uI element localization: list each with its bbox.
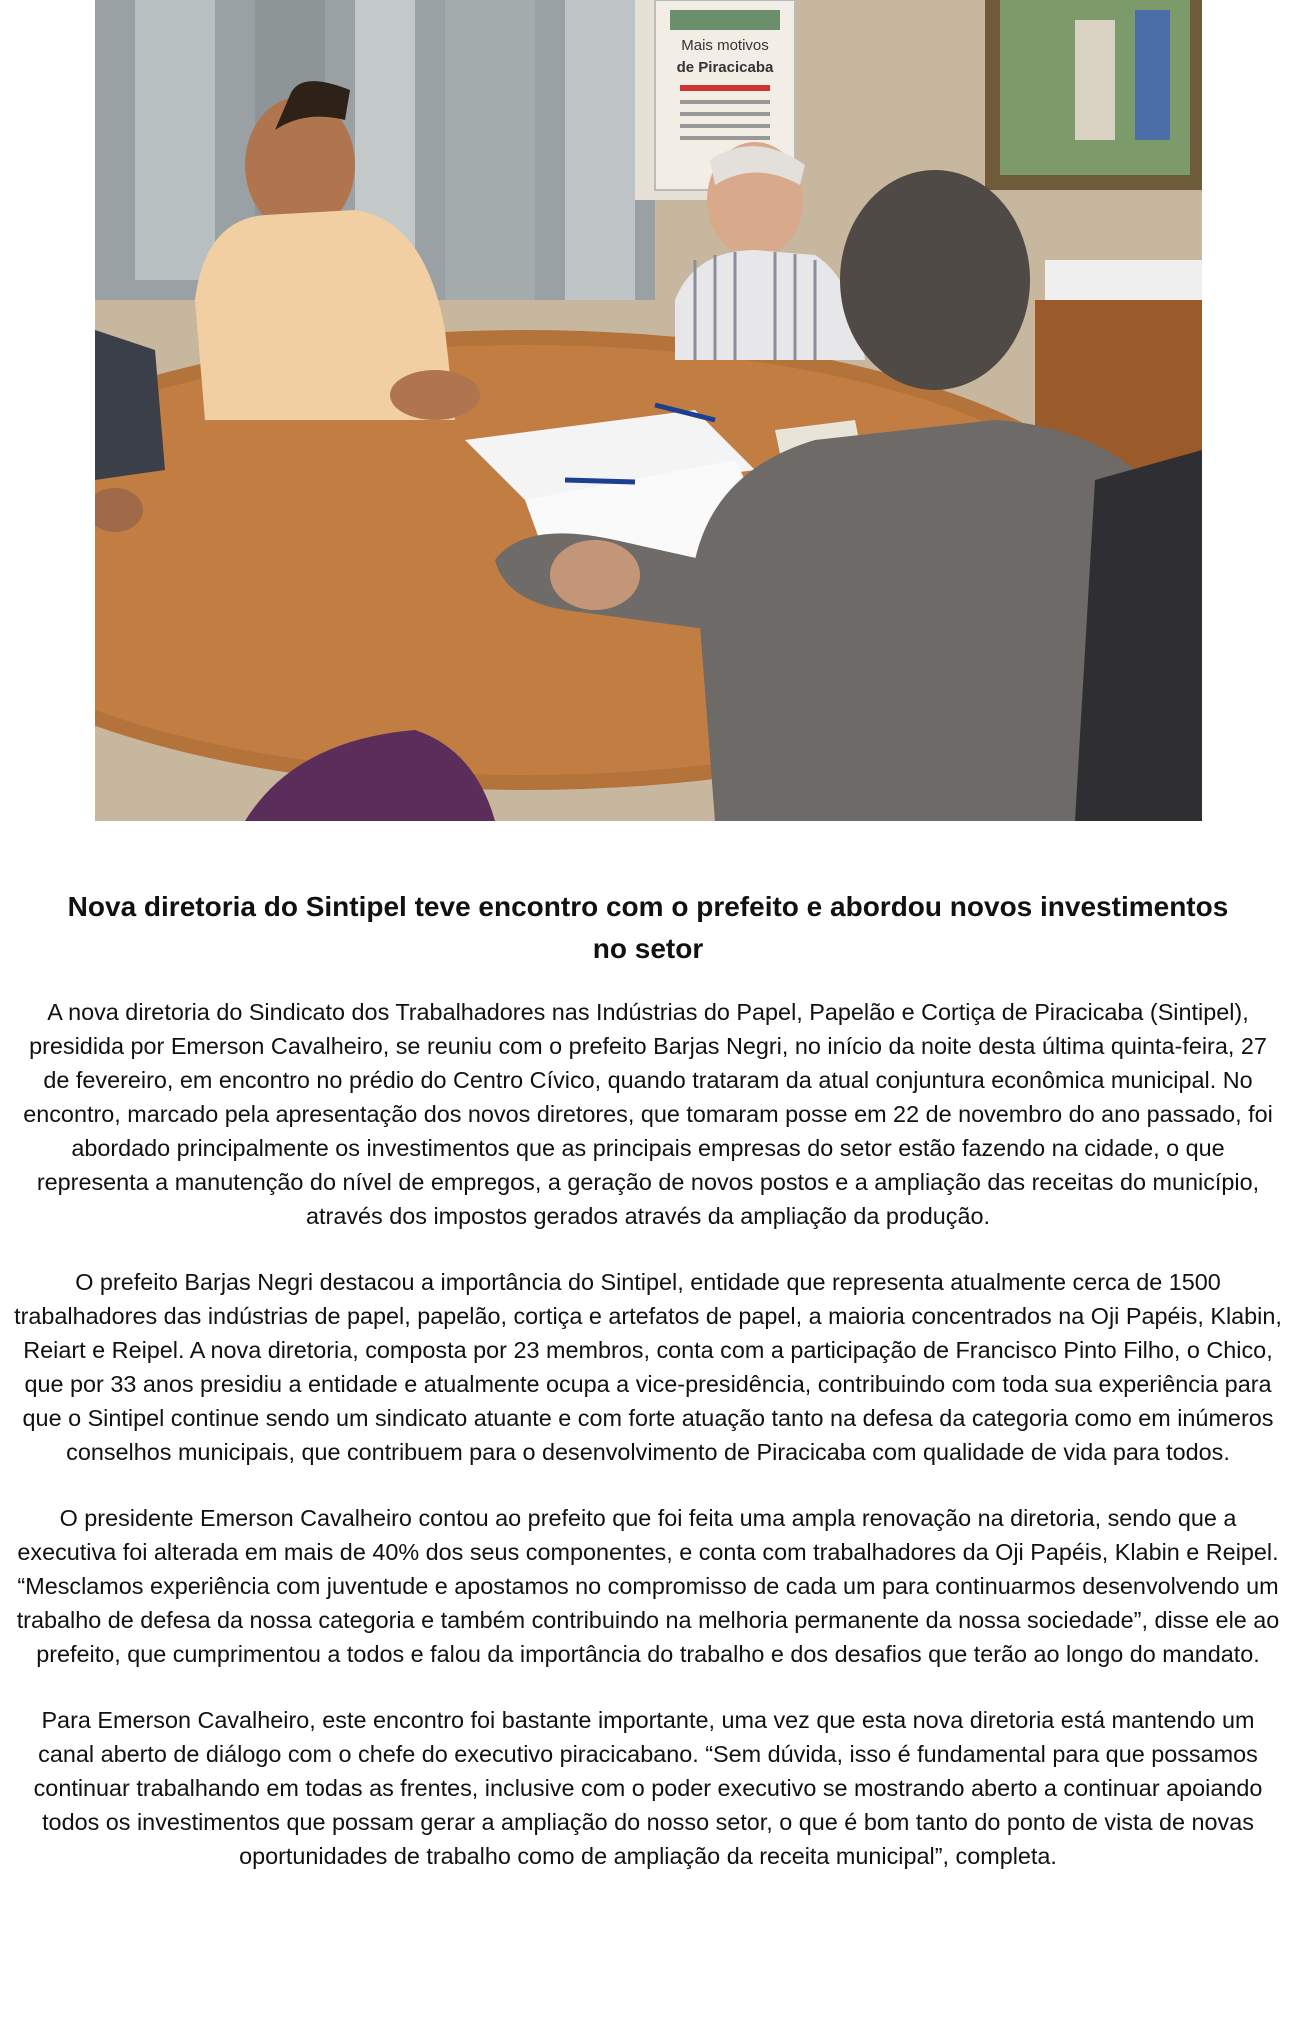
article-headline: Nova diretoria do Sintipel teve encontro com o prefeito e abordou novos investimentos no setor <box>67 891 1229 964</box>
poster-title: Mais motivos <box>681 37 769 54</box>
meeting-photo <box>95 0 1202 821</box>
poster-city: de Piracicaba <box>676 59 774 76</box>
article-paragraph: O prefeito Barjas Negri destacou a importância do Sintipel, entidade que representa atualmente cerca de 1500 trabalhadores das indústrias de papel, papelão, cortiça e artefatos de papel, a maioria concentrados na Oji Papéis, Klabin, Reiart e Reipel. A nova diretoria, composta por 23 membros, conta com a participação de Francisco Pinto Filho, o Chico, que por 33 anos presidiu a entidade e atualmente ocupa a vice-presidência, contribuindo com toda sua experiência para que o Sintipel continue sendo um sindicato atuante e com forte atuação tanto na defesa da categoria como em inúmeros conselhos municipais, que contribuem para o desenvolvimento de Piracicaba com qualidade de vida para todos. <box>14 1269 1282 1465</box>
article-paragraph: Para Emerson Cavalheiro, este encontro foi bastante importante, uma vez que esta nova diretoria está mantendo um canal aberto de diálogo com o chefe do executivo piracicabano. “Sem dúvida, isso é fundamental para que possamos continuar trabalhando em todas as frentes, inclusive com o poder executivo se mostrando aberto a continuar apoiando todos os investimentos que possam gerar a ampliação do nosso setor, o que é bom tanto do ponto de vista de novas oportunidades de trabalho como de ampliação da receita municipal”, completa. <box>33 1707 1263 1869</box>
article-paragraph: O presidente Emerson Cavalheiro contou ao prefeito que foi feita uma ampla renovação na diretoria, sendo que a executiva foi alterada em mais de 40% dos seus componentes, e conta com trabalhadores da Oji Papéis, Klabin e Reipel. “Mesclamos experiência com juventude e apostamos no compromisso de cada um para continuarmos desenvolvendo um trabalho de defesa da nossa categoria e também contribuindo na melhoria permanente da nossa sociedade”, disse ele ao prefeito, que cumprimentou a todos e falou da importância do trabalho e dos desafios que terão ao longo do mandato. <box>16 1505 1280 1667</box>
article-body <box>14 995 1282 1905</box>
article-paragraph: A nova diretoria do Sindicato dos Trabalhadores nas Indústrias do Papel, Papelão e Cortiça de Piracicaba (Sintipel), presidida por Emerson Cavalheiro, se reuniu com o prefeito Barjas Negri, no início da noite desta última quinta-feira, 27 de fevereiro, em encontro no prédio do Centro Cívico, quando trataram da atual conjuntura econômica municipal. No encontro, marcado pela apresentação dos novos diretores, que tomaram posse em 22 de novembro do ano passado, foi abordado principalmente os investimentos que as principais empresas do setor estão fazendo na cidade, o que representa a manutenção do nível de empregos, a geração de novos postos e a ampliação das receitas do município, através dos impostos gerados através da ampliação da produção. <box>23 999 1273 1229</box>
meeting-photo-illustration <box>95 0 1202 821</box>
